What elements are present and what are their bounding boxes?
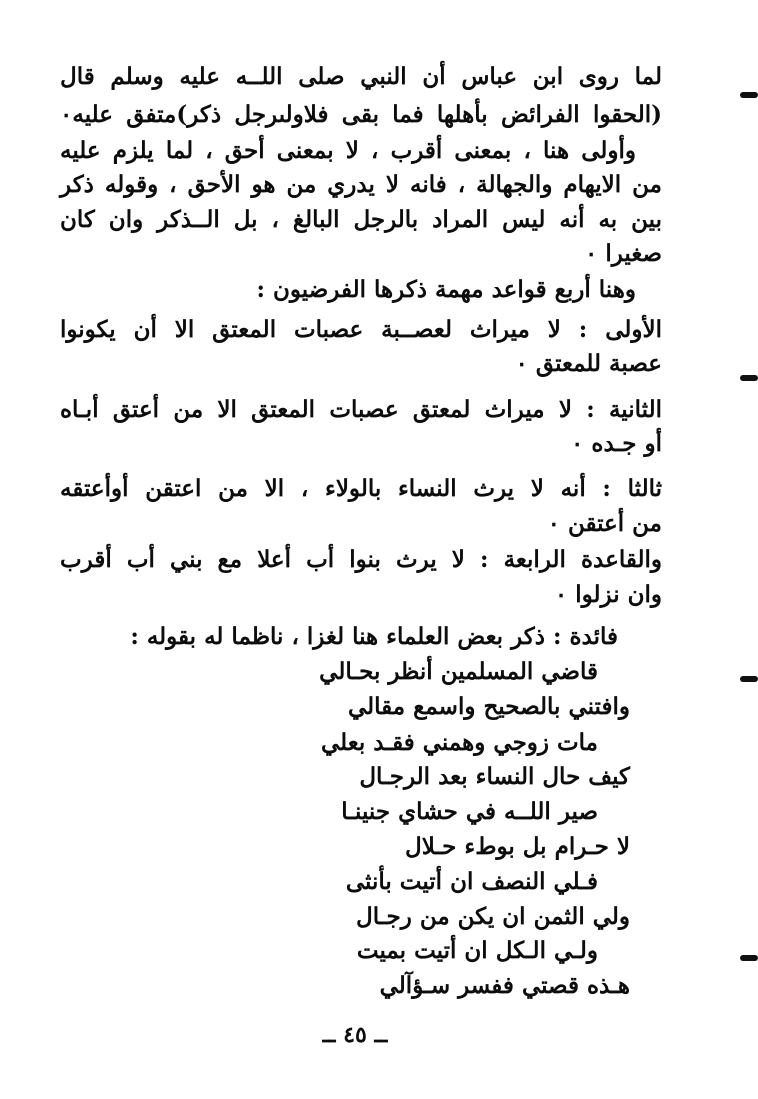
paragraph-line: من الايهام والجهالة ، فانه لا يدري من هو الأحق ، وقوله ذكر	[60, 171, 662, 198]
rule-third: ثالثا : أنه لا يرث النساء بالولاء ، الا من اعتقن أوأعتقه	[60, 475, 662, 502]
page-number: ــ ٤٥ ــ	[322, 1022, 388, 1048]
paragraph-line: صغيرا ٠	[584, 240, 662, 267]
verse-line: لا حـرام بل بوطء حـلال	[404, 833, 630, 860]
rule-third-cont: من أعتقن ٠	[547, 510, 662, 537]
margin-mark	[740, 375, 758, 381]
verse-line: كيف حال النساء بعد الرجـال	[359, 763, 630, 790]
margin-mark	[740, 955, 758, 961]
benefit-intro: فائدة : ذكر بعض العلماء هنا لغزا ، ناظما له بقوله :	[130, 623, 618, 650]
rule-first: الأولى : لا ميراث لعصــبة عصبات المعتق الا أن يكونوا	[60, 316, 662, 343]
margin-mark	[740, 92, 758, 98]
rules-intro: وهنا أربع قواعد مهمة ذكرها الفرضيون :	[256, 276, 636, 303]
margin-mark	[740, 676, 758, 682]
rule-second-cont: أو جـده ٠	[571, 430, 662, 457]
verse-line: ولـي الـكل ان أتيت بميت	[356, 937, 598, 964]
rule-second: الثانية : لا ميراث لمعتق عصبات المعتق الا من أعتق أبـاه	[60, 396, 662, 423]
paragraph-line: (الحقوا الفرائض بأهلها فما بقى فلاولىرجل ذكر)متفق عليه٠	[60, 101, 662, 128]
paragraph-line: بين به أنه ليس المراد بالرجل البالغ ، بل الــذكر وان كان	[60, 206, 662, 233]
verse-line: مات زوجي وهمني فقـد بعلي	[321, 729, 598, 756]
verse-line: وافتني بالصحيح واسمع مقالي	[347, 693, 630, 720]
rule-fourth-cont: وان نزلوا ٠	[554, 581, 662, 608]
verse-line: هـذه قصتي ففسر سـؤآلي	[379, 972, 630, 999]
paragraph-line: لما روى ابن عباس أن النبي صلى اللــه عليه وسلم قال	[60, 63, 662, 90]
rule-fourth: والقاعدة الرابعة : لا يرث بنوا أب أعلا مع بني أب أقرب	[60, 546, 662, 573]
verse-line: ولي الثمن ان يكن من رجـال	[356, 903, 630, 930]
verse-line: قاضي المسلمين أنظر بحـالي	[319, 658, 598, 685]
verse-line: فـلي النصف ان أتيت بأنثى	[345, 868, 598, 895]
verse-line: صير اللــه في حشاي جنينـا	[341, 798, 598, 825]
rule-first-cont: عصبة للمعتق ٠	[515, 350, 662, 377]
paragraph-line: وأولى هنا ، بمعنى أقرب ، لا بمعنى أحق ، لما يلزم عليه	[60, 137, 636, 164]
